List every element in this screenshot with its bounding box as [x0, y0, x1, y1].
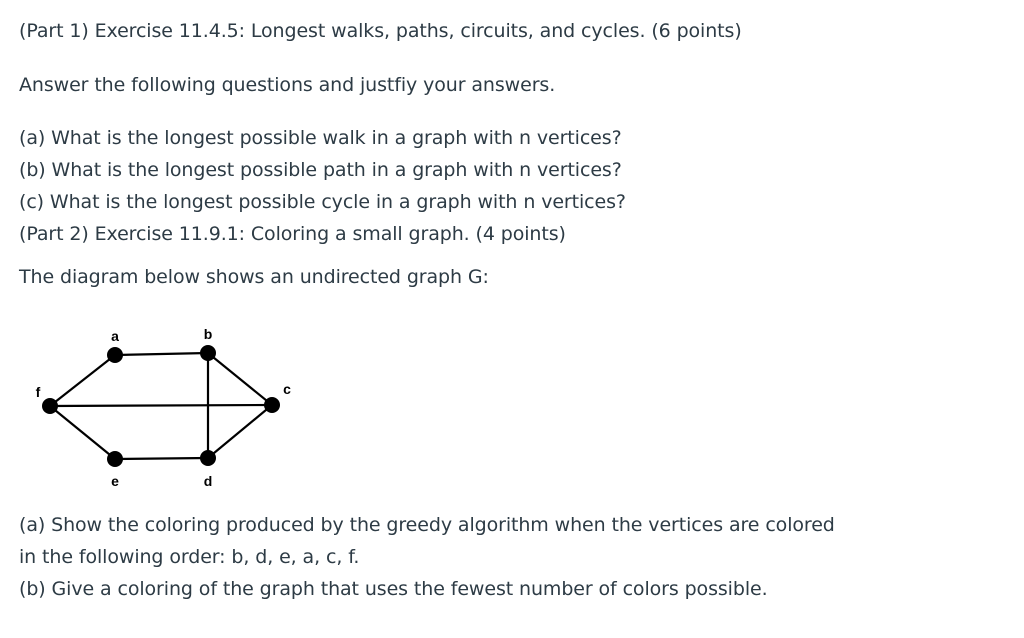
undirected-graph-g	[0, 310, 320, 500]
graph-edge-b-c	[208, 353, 272, 405]
graph-edge-f-a	[50, 355, 115, 406]
graph-vertex-label-e: e	[111, 473, 119, 489]
part2-question-b: (b) Give a coloring of the graph that uses the fewest number of colors possible.	[19, 578, 768, 600]
graph-vertex-b	[200, 345, 216, 361]
graph-vertex-a	[107, 347, 123, 363]
graph-vertex-f	[42, 398, 58, 414]
graph-edge-a-b	[115, 353, 208, 355]
graph-vertex-c	[264, 397, 280, 413]
graph-vertex-label-c: c	[283, 381, 291, 397]
part1-question-b: (b) What is the longest possible path in a graph with n vertices?	[19, 159, 622, 181]
graph-edge-f-c	[50, 405, 272, 406]
graph-edges	[50, 353, 272, 459]
graph-vertex-d	[200, 450, 216, 466]
graph-vertex-label-d: d	[203, 473, 213, 489]
graph-vertex-label-b: b	[203, 326, 213, 342]
graph-edge-e-d	[115, 458, 208, 459]
part1-question-c: (c) What is the longest possible cycle in a graph with n vertices?	[19, 191, 626, 213]
graph-vertex-e	[107, 451, 123, 467]
graph-edge-c-d	[208, 405, 272, 458]
part2-intro: The diagram below shows an undirected graph G:	[19, 266, 489, 288]
graph-labels	[36, 326, 291, 489]
graph-vertex-label-f: f	[35, 384, 41, 400]
graph-edge-f-e	[50, 406, 115, 459]
part1-question-a: (a) What is the longest possible walk in a graph with n vertices?	[19, 127, 622, 149]
part1-title: (Part 1) Exercise 11.4.5: Longest walks, paths, circuits, and cycles. (6 points)	[19, 20, 742, 42]
part2-title: (Part 2) Exercise 11.9.1: Coloring a small graph. (4 points)	[19, 223, 566, 245]
graph-vertex-label-a: a	[111, 328, 119, 344]
part2-question-a-line1: (a) Show the coloring produced by the greedy algorithm when the vertices are colored	[19, 514, 835, 536]
part2-question-a-line2: in the following order: b, d, e, a, c, f.	[19, 546, 360, 568]
part1-instruction: Answer the following questions and justfiy your answers.	[19, 74, 556, 96]
